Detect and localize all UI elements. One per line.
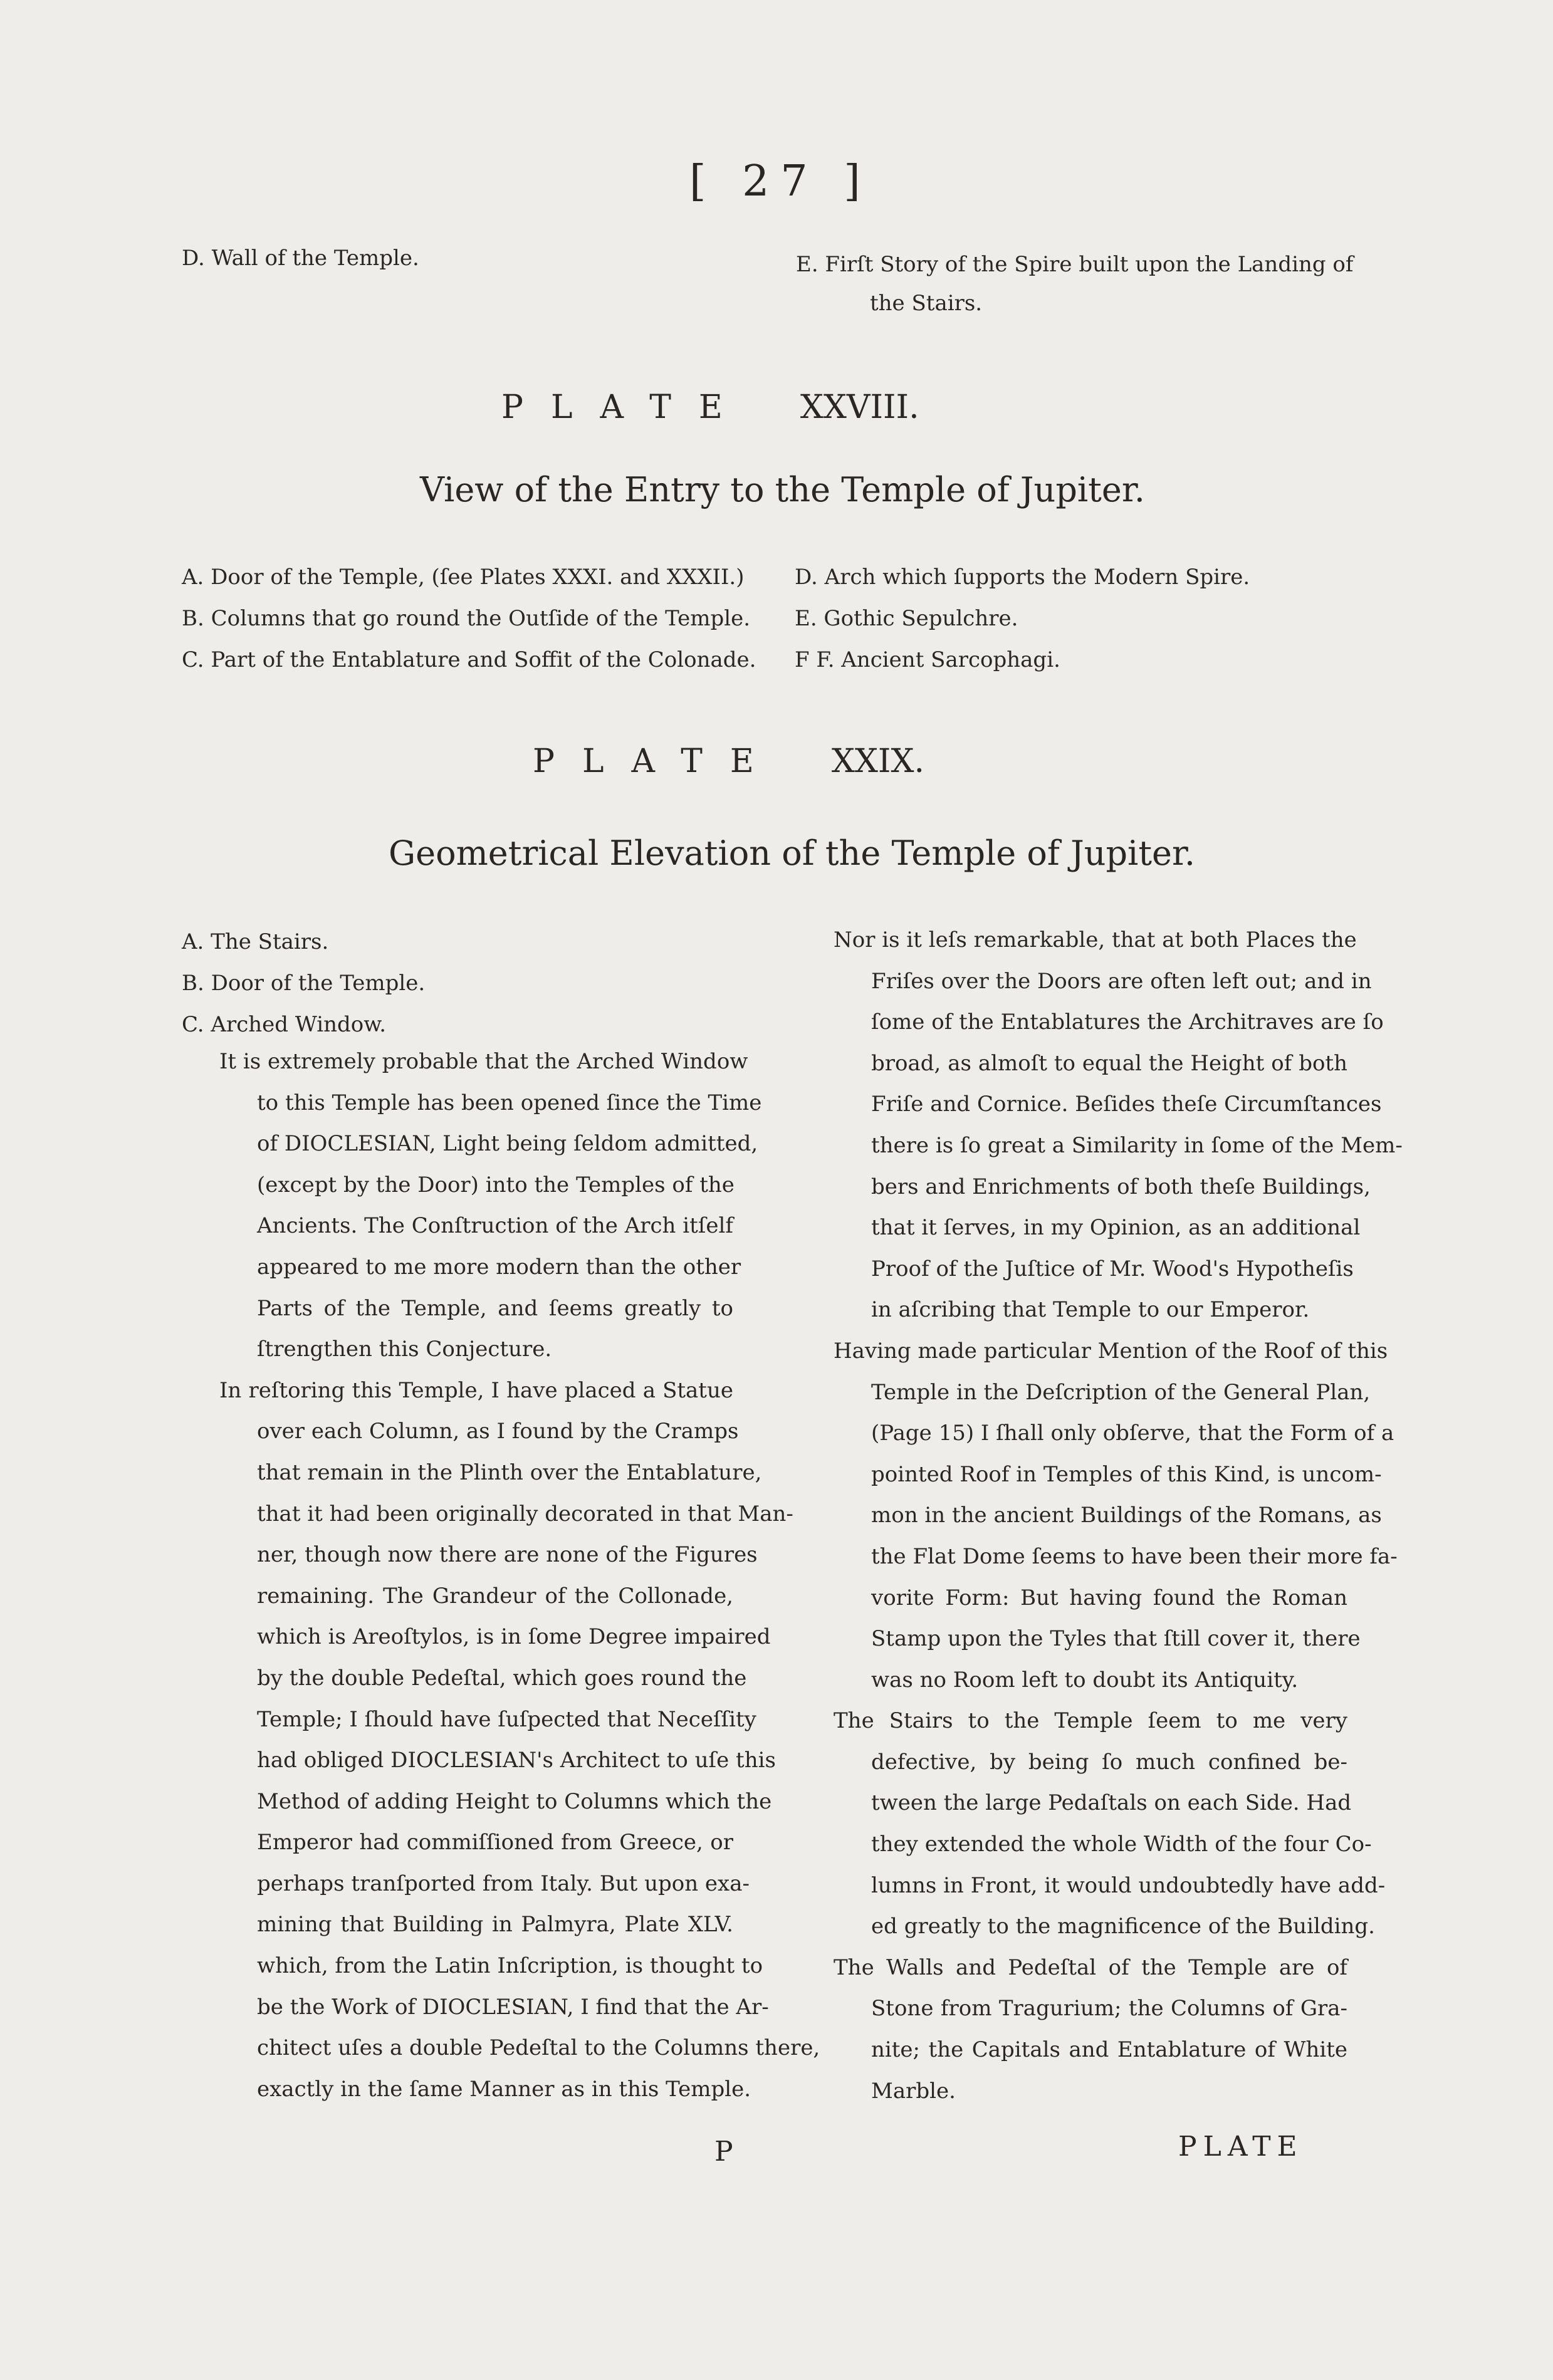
text-line: there is ſo great a Similarity in ſome of the Mem- (871, 1132, 1403, 1158)
text-line: in aſcribing that Temple to our Emperor. (871, 1297, 1310, 1323)
text-line: which, from the Latin Inſcription, is thought to (257, 1953, 763, 1979)
text-line: Friſes over the Doors are often left out; and in (871, 968, 1372, 994)
signature-mark: P (714, 2136, 740, 2168)
text-line: vorite Form: But having found the Roman (871, 1585, 1347, 1610)
text-line: pointed Roof in Temples of this Kind, is uncom- (871, 1461, 1382, 1487)
text-line: which is Areoſtylos, is in ſome Degree impaired (257, 1624, 771, 1650)
text-line: tween the large Pedaſtals on each Side. Had (871, 1790, 1352, 1816)
text-line: Nor is it leſs remarkable, that at both Places the (834, 927, 1357, 953)
plate-28-item-c: C. Part of the Entablature and Soffit of the Colonade. (182, 647, 756, 672)
text-line: lumns in Front, it would undoubtedly have add- (871, 1872, 1386, 1898)
text-line: ſtrengthen this Conjecture. (257, 1337, 552, 1362)
text-line: ner, though now there are none of the Figures (257, 1542, 758, 1568)
text-line: they extended the whole Width of the four Co- (871, 1832, 1372, 1857)
text-line: Method of adding Height to Columns which the (257, 1788, 772, 1814)
text-line: In reſtoring this Temple, I have placed a Statue (219, 1377, 733, 1403)
plate-28-item-e: E. Gothic Sepulchre. (795, 606, 1018, 631)
plate-29-numeral: XXIX. (831, 743, 925, 780)
text-line: that it had been originally decorated in that Man- (257, 1501, 793, 1527)
text-line: Having made particular Mention of the Roof of this (834, 1338, 1388, 1364)
plate-29-item-a: A. The Stairs. (182, 929, 329, 954)
text-line: (Page 15) I ſhall only obſerve, that the Form of a (871, 1421, 1394, 1446)
text-line: to this Temple has been opened ſince the Time (257, 1090, 762, 1115)
text-line: Marble. (871, 2078, 956, 2104)
note-e-line1: E. Firſt Story of the Spire built upon the Landing of (796, 252, 1354, 277)
text-line: by the double Pedeſtal, which goes round the (257, 1665, 747, 1691)
plate-29-subtitle: Geometrical Elevation of the Temple of Jupiter. (389, 833, 1196, 873)
text-line: ſome of the Entablatures the Architraves are ſo (871, 1010, 1384, 1035)
text-line: Stone from Tragurium; the Columns of Gra- (871, 1996, 1347, 2022)
text-line: be the Work of DIOCLESIAN, I find that the Ar- (257, 1994, 769, 2020)
plate-29-item-b: B. Door of the Temple. (182, 971, 426, 996)
catchword: PLATE (1178, 2131, 1304, 2163)
text-line: defective, by being ſo much confined be- (871, 1749, 1347, 1775)
plate-28-numeral: XXVIII. (800, 389, 919, 426)
plate-28-right-list (795, 556, 1250, 681)
plate-29-item-c: C. Arched Window. (182, 1012, 387, 1037)
text-line: chitect uſes a double Pedeſtal to the Columns there, (257, 2035, 820, 2061)
text-line: mining that Building in Palmyra, Plate XLV. (257, 1912, 733, 1938)
text-line: broad, as almoſt to equal the Height of both (871, 1050, 1347, 1076)
plate-28-word: PLATE (501, 389, 750, 426)
text-line: It is extremely probable that the Arched Window (219, 1049, 748, 1074)
text-line: the Flat Dome ſeems to have been their more fa- (871, 1543, 1398, 1569)
right-column (834, 920, 1403, 2112)
text-line: Friſe and Cornice. Beſides theſe Circumſtances (871, 1092, 1382, 1117)
text-line: perhaps tranſported from Italy. But upon exa- (257, 1871, 750, 1896)
text-line: Stamp upon the Tyles that ſtill cover it, there (871, 1626, 1361, 1652)
text-line: Proof of the Juſtice of Mr. Wood's Hypotheſis (871, 1256, 1354, 1281)
text-line: over each Column, as I found by the Cramps (257, 1419, 739, 1444)
text-line: that remain in the Plinth over the Entablature, (257, 1459, 762, 1485)
text-line: nite; the Capitals and Entablature of White (871, 2037, 1347, 2063)
left-column (219, 1041, 820, 2110)
text-line: was no Room left to doubt its Antiquity. (871, 1667, 1299, 1693)
text-line: of DIOCLESIAN, Light being ſeldom admitted, (257, 1131, 758, 1157)
text-line: appeared to me more modern than the other (257, 1254, 741, 1280)
text-line: Parts of the Temple, and ſeems greatly to (257, 1295, 733, 1321)
text-line: The Walls and Pedeſtal of the Temple are of (834, 1955, 1347, 1980)
text-line: Ancients. The Conſtruction of the Arch itſelf (257, 1213, 733, 1239)
text-line: exactly in the ſame Manner as in this Temple. (257, 2076, 751, 2102)
plate-28-heading (501, 389, 919, 426)
text-line: The Stairs to the Temple ſeem to me very (834, 1708, 1347, 1734)
text-line: mon in the ancient Buildings of the Romans, as (871, 1503, 1382, 1528)
plate-29-items (182, 921, 425, 1045)
plate-28-item-b: B. Columns that go round the Outſide of the Temple. (182, 606, 751, 631)
text-line: Temple; I ſhould have ſuſpected that Neceſſity (257, 1706, 756, 1732)
page-number: [ 27 ] (689, 157, 872, 206)
text-line: Emperor had commiſſioned from Greece, or (257, 1830, 733, 1855)
plate-28-item-ff: F F. Ancient Sarcophagi. (795, 647, 1060, 672)
text-line: had obliged DIOCLESIAN's Architect to uſe this (257, 1748, 776, 1773)
plate-29-word: PLATE (533, 743, 782, 780)
plate-28-left-list (182, 556, 756, 681)
plate-29-heading (533, 743, 924, 780)
note-d: D. Wall of the Temple. (182, 246, 419, 271)
note-e-line2: the Stairs. (870, 291, 983, 316)
plate-28-item-a: A. Door of the Temple, (ſee Plates XXXI. and XXXII.) (182, 565, 745, 590)
text-line: (except by the Door) into the Temples of the (257, 1172, 735, 1198)
text-line: remaining. The Grandeur of the Collonade, (257, 1583, 733, 1609)
plate-28-subtitle: View of the Entry to the Temple of Jupiter. (420, 470, 1145, 509)
text-line: that it ſerves, in my Opinion, as an additional (871, 1215, 1361, 1241)
text-line: ed greatly to the magnificence of the Building. (871, 1914, 1375, 1939)
text-line: Temple in the Deſcription of the General Plan, (871, 1379, 1371, 1405)
plate-28-item-d: D. Arch which ſupports the Modern Spire. (795, 565, 1250, 590)
text-line: bers and Enrichments of both theſe Buildings, (871, 1174, 1371, 1199)
